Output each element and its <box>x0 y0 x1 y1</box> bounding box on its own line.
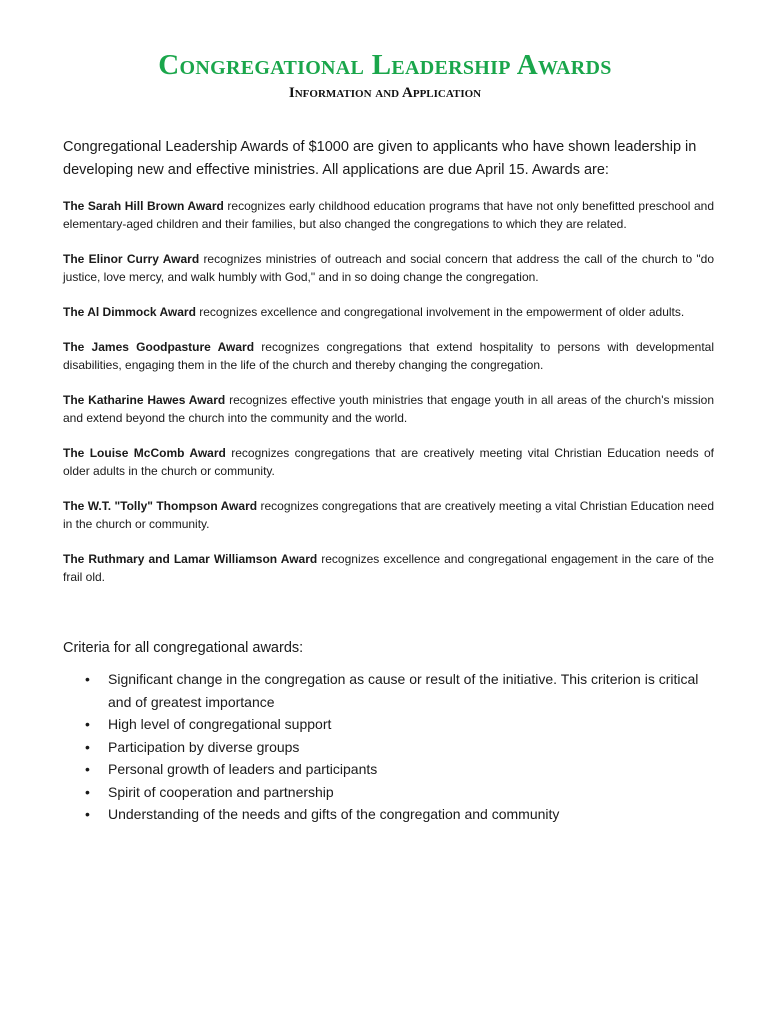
criteria-heading: Criteria for all congregational awards: <box>63 640 304 656</box>
criterion-text: Participation by diverse groups <box>108 738 300 755</box>
award-louise-mccomb <box>63 444 714 480</box>
awards-section <box>63 197 714 603</box>
award-name: The W.T. "Tolly" Thompson Award <box>63 499 258 513</box>
award-description: recognizes congregations that are creatively meeting vital Christian Education needs of older adults in the church or community. <box>63 446 715 478</box>
intro-paragraph: Congregational Leadership Awards of $1000 are given to applicants who have shown leadership in developing new and effective ministries. All applications are due April 15. Awards are: <box>63 139 697 178</box>
award-description: recognizes early childhood education programs that have not only benefitted preschool and elementary-aged children and their families, but also changed the congregations to which they are related. <box>63 199 714 231</box>
award-name: The Sarah Hill Brown Award <box>63 199 224 213</box>
award-name: The Louise McComb Award <box>63 446 226 460</box>
list-item <box>80 713 710 736</box>
list-item <box>80 668 710 713</box>
award-name: The James Goodpasture Award <box>63 340 255 354</box>
criterion-text: High level of congregational support <box>108 716 332 732</box>
bullet-icon: • <box>85 738 90 755</box>
list-item <box>80 758 710 781</box>
award-ruthmary-lamar-williamson <box>63 550 714 586</box>
award-name: The Al Dimmock Award <box>63 305 196 319</box>
list-item <box>80 736 710 759</box>
document-title: Congregational Leadership Awards <box>158 49 612 81</box>
award-katharine-hawes <box>63 391 714 427</box>
award-name: The Katharine Hawes Award <box>63 393 226 407</box>
award-tolly-thompson <box>63 497 714 533</box>
bullet-icon: • <box>85 716 90 732</box>
criterion-text: Understanding of the needs and gifts of the congregation and community <box>108 806 560 822</box>
award-description: recognizes congregations that are creatively meeting a vital Christian Education need in the church or community. <box>63 499 715 531</box>
award-name: The Ruthmary and Lamar Williamson Award <box>63 552 318 566</box>
award-description: recognizes effective youth ministries that engage youth in all areas of the church's mission and extend beyond the church into the community and the world. <box>63 393 714 425</box>
document-subtitle: Information and Application <box>288 85 482 101</box>
criteria-list <box>80 668 710 826</box>
bullet-icon: • <box>85 806 90 822</box>
list-item <box>80 803 710 826</box>
bullet-icon: • <box>85 761 90 777</box>
award-elinor-curry <box>63 250 714 286</box>
award-james-goodpasture <box>63 338 714 374</box>
award-name: The Elinor Curry Award <box>63 252 200 266</box>
criterion-text: Significant change in the congregation as cause or result of the initiative. This criterion is critical and of greatest importance <box>108 671 699 710</box>
bullet-icon: • <box>85 671 90 687</box>
award-al-dimmock <box>63 303 714 321</box>
award-description: recognizes excellence and congregational involvement in the empowerment of older adults. <box>195 305 685 319</box>
award-description: recognizes ministries of outreach and social concern that address the call of the church to "do justice, love mercy, and walk humbly with God," and in so doing change the congregation. <box>63 252 714 284</box>
bullet-icon: • <box>85 783 90 800</box>
list-item <box>80 781 710 804</box>
award-sarah-hill-brown <box>63 197 714 233</box>
criterion-text: Personal growth of leaders and participants <box>108 761 378 777</box>
award-description: recognizes congregations that extend hospitality to persons with developmental disabilities, engaging them in the life of the church and thereby changing the congregation. <box>63 340 714 372</box>
award-description: recognizes excellence and congregational engagement in the care of the frail old. <box>63 552 714 584</box>
criterion-text: Spirit of cooperation and partnership <box>108 783 334 800</box>
